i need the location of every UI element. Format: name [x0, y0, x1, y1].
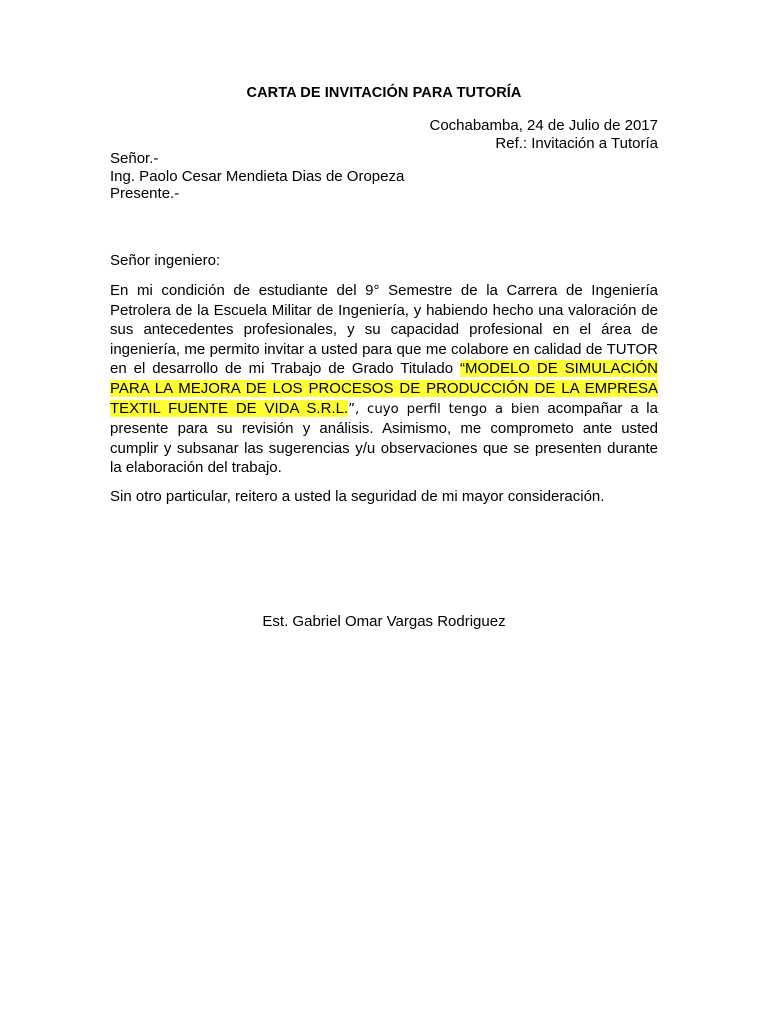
addressee-line-3: Presente.-: [110, 185, 180, 202]
salutation: Señor ingeniero:: [110, 252, 221, 269]
place-date: Cochabamba, 24 de Julio de 2017: [429, 117, 658, 134]
body-text-after-highlight: ”, cuyo perfil tengo a bien: [348, 401, 540, 417]
signature-name: Est. Gabriel Omar Vargas Rodriguez: [262, 613, 506, 630]
addressee-name: Ing. Paolo Cesar Mendieta Dias de Oropeza: [110, 167, 405, 185]
body-text-part1: En mi condición de estudiante del 9° Semestre de la Carrera de Ingeniería Petrolera de la Escuela Militar de Ingeniería, y habiendo hecho una valoración de sus antecedentes profesionales, y su capacidad profesional en el área de ingeniería, me permito invitar a usted para que me colabore en calidad de TUTOR en el desarrollo de mi Trabajo de Grado Titulado: [110, 282, 658, 378]
body-paragraph: [110, 281, 658, 478]
addressee-line-1: Señor.-: [110, 150, 159, 167]
letter-title: CARTA DE INVITACIÓN PARA TUTORÍA: [246, 85, 522, 101]
closing-line: Sin otro particular, reitero a usted la seguridad de mi mayor consideración.: [110, 488, 605, 505]
body-text-part2: acompañar a la presente para su revisión y análisis. Asimismo, me comprometo ante usted cumplir y subsanar las sugerencias y/u observaciones que se presenten durante la elaboración del trabajo.: [110, 399, 658, 477]
addressee-block: [110, 150, 404, 203]
date-reference-block: [429, 117, 658, 153]
reference-line: Ref.: Invitación a Tutoría: [495, 135, 658, 152]
highlighted-thesis-title: “MODELO DE SIMULACIÓN PARA LA MEJORA DE LOS PROCESOS DE PRODUCCIÓN DE LA EMPRESA TEXTIL FUENTE DE VIDA S.R.L.: [110, 360, 658, 417]
